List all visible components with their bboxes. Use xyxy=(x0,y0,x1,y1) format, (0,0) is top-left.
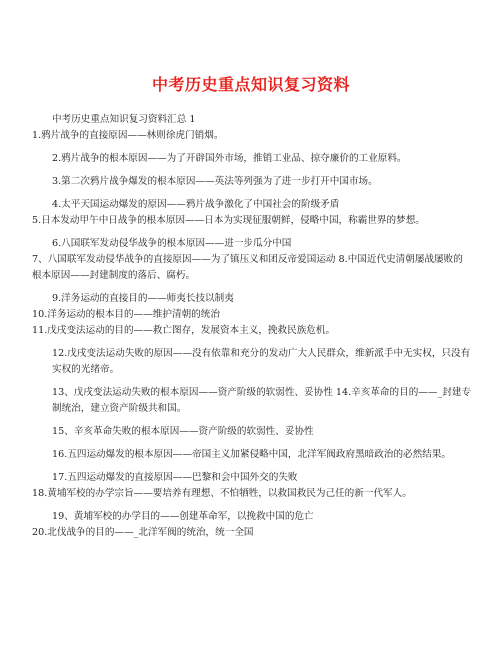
subtitle-line: 中考历史重点知识复习资料汇总 1 xyxy=(52,114,196,125)
item-line: 2.鸦片战争的根本原因——为了开辟国外市场，推销工业品、掠夺廉价的工业原料。 xyxy=(52,153,407,164)
item-line: 20.北伐战争的目的——_北洋军阀的统治，统一全国 xyxy=(32,527,254,538)
item-line: 18.黄埔军校的办学宗旨——要培养有理想、不怕牺牲，以救国救民为己任的新一代军人。 xyxy=(32,488,412,499)
item-line: 5.日本发动甲午中日战争的根本原因——日本为实现征服朝鲜，侵略中国，称霸世界的梦想。 xyxy=(32,215,425,226)
item-line: 9.洋务运动的直接目的——师夷长技以制夷 xyxy=(52,293,234,304)
document-title: 中考历史重点知识复习资料 xyxy=(151,75,350,94)
item-line: 3.第二次鸦片战争爆发的根本原因——英法等列强为了进一步打开中国市场。 xyxy=(52,176,378,187)
item-line: 1.鸦片战争的直接原因——林则徐虎门销烟。 xyxy=(32,130,224,141)
item-line: 15、辛亥革命失败的根本原因——资产阶级的软弱性、妥协性 xyxy=(52,426,314,437)
item-line: 4.太平天国运动爆发的原因——鸦片战争激化了中国社会的阶级矛盾 xyxy=(52,199,340,210)
item-line: 10.洋务运动的根本目的——维护清朝的统治 xyxy=(32,309,220,320)
document-body xyxy=(32,112,472,541)
item-paragraph: 7、八国联军发动侵华战争的直接原因——为了镇压义和团反帝爱国运动 8.中国近代史清朝屡战屡败的根本原因——封建制度的落后、腐朽。 xyxy=(32,254,463,281)
item-line: 11.戊戌变法运动的目的——救亡图存，发展资本主义，挽救民族危机。 xyxy=(32,325,336,336)
item-line: 6.八国联军发动侵华战争的根本原因——进一步瓜分中国 xyxy=(52,238,292,249)
item-line: 19、黄埔军校的办学目的——创建革命军，以挽救中国的危亡 xyxy=(52,511,314,522)
item-line: 17.五四运动爆发的直接原因——巴黎和会中国外交的失败 xyxy=(52,472,298,483)
item-paragraph: 12.戊戌变法运动失败的原因——没有依靠和充分的发动广大人民群众，维新派手中无实权，只没有实权的光绪帝。 xyxy=(52,348,471,375)
item-paragraph: 16.五四运动爆发的根本原因——帝国主义加紧侵略中国，北洋军阀政府黑暗政治的必然结果。 xyxy=(52,449,452,460)
item-paragraph: 13、戊戌变法运动失败的根本原因——资产阶级的软弱性、妥协性 14.辛亥革命的目的——_封建专制统治，建立资产阶级共和国。 xyxy=(52,387,472,414)
